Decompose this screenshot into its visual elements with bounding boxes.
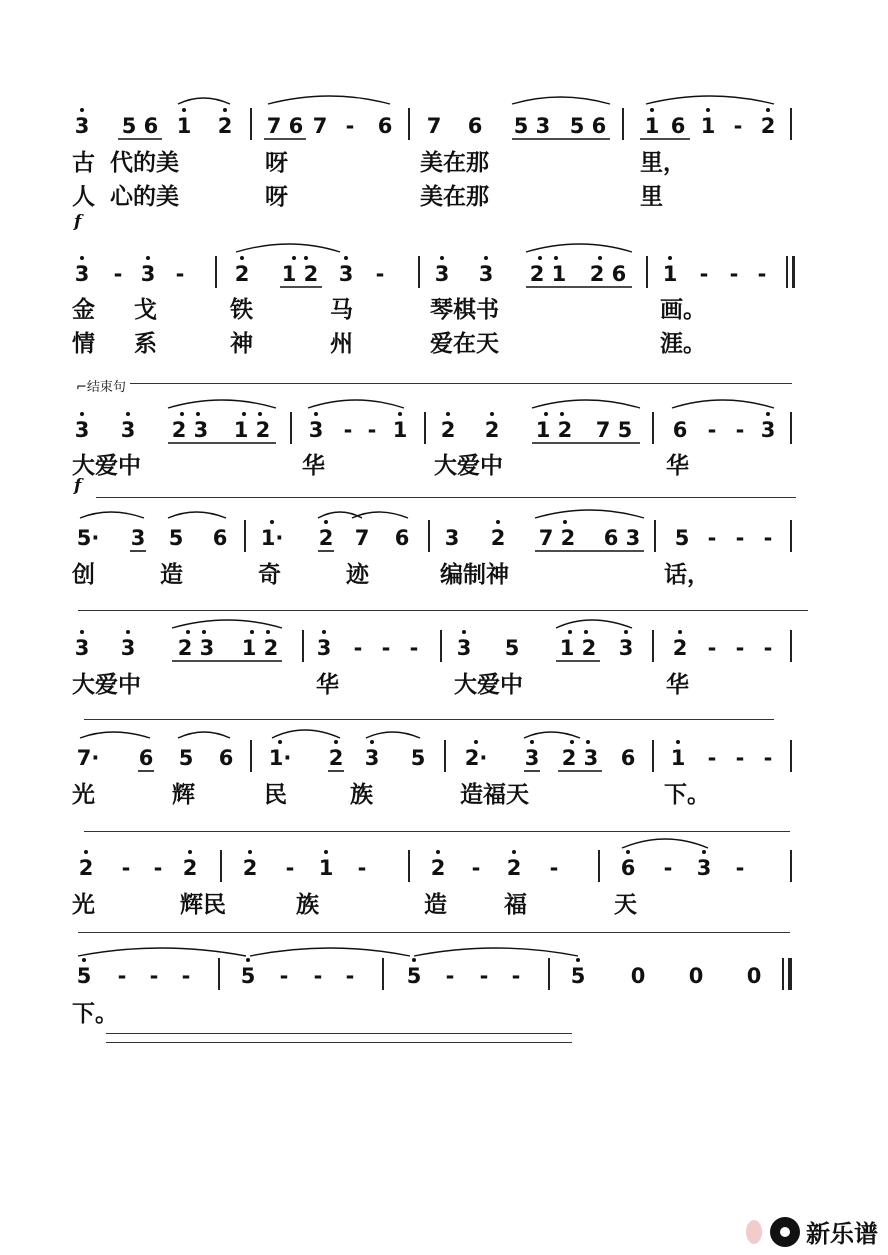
lyric: 华 xyxy=(666,672,689,698)
note: - xyxy=(707,526,717,550)
note: 2 xyxy=(217,114,233,138)
note: 6 xyxy=(394,526,410,550)
note: - xyxy=(149,964,159,988)
note: - xyxy=(357,856,367,880)
lyric: 迹 xyxy=(346,562,369,588)
lyric: 奇 xyxy=(258,562,281,588)
note: 5 xyxy=(76,964,92,988)
note: 3 xyxy=(478,262,494,286)
note: 1· xyxy=(260,526,284,550)
lyric: 辉民 xyxy=(180,892,226,918)
lyric: 情 xyxy=(72,331,95,357)
note: 3 xyxy=(456,636,472,660)
note: 0 xyxy=(630,964,646,988)
note: 6 xyxy=(672,418,688,442)
note: - xyxy=(279,964,289,988)
note: 1 2 xyxy=(241,636,279,660)
note: - xyxy=(409,636,419,660)
note: - xyxy=(735,526,745,550)
lyric: 民 xyxy=(264,782,287,808)
lyric: 涯。 xyxy=(660,331,706,357)
note: - xyxy=(735,636,745,660)
note: 1 xyxy=(392,418,408,442)
note: 2 3 xyxy=(171,418,209,442)
lyric: 华 xyxy=(316,672,339,698)
note: 3 xyxy=(760,418,776,442)
note: 3 xyxy=(444,526,460,550)
lyric: 代的美 xyxy=(110,150,179,176)
note: 6 xyxy=(620,746,636,770)
note: 2 xyxy=(490,526,506,550)
note: 2 xyxy=(506,856,522,880)
lyric: 天 xyxy=(614,892,637,918)
note: 3 xyxy=(140,262,156,286)
underlines xyxy=(118,139,690,771)
octave-dots xyxy=(80,108,770,962)
note: 3 xyxy=(74,262,90,286)
note: 3 xyxy=(524,746,540,770)
note: 3 xyxy=(618,636,634,660)
note: 2 xyxy=(760,114,776,138)
note: - xyxy=(663,856,673,880)
lyric: 铁 xyxy=(230,297,253,323)
note: 2 3 xyxy=(177,636,215,660)
lyric: 造 xyxy=(160,562,183,588)
lyric: 人 xyxy=(72,184,95,210)
note: 3 xyxy=(130,526,146,550)
note: - xyxy=(763,746,773,770)
lyric: 光 xyxy=(72,782,95,808)
note: 2 1 xyxy=(529,262,567,286)
note: - xyxy=(707,418,717,442)
note: 3 xyxy=(338,262,354,286)
lyric: 系 xyxy=(134,331,157,357)
lyric: 华 xyxy=(302,453,325,479)
note: 6 3 xyxy=(603,526,641,550)
note: 2· xyxy=(464,746,488,770)
lyric: 马 xyxy=(330,297,353,323)
note: 5· xyxy=(76,526,100,550)
lyric: 创 xyxy=(72,562,95,588)
lyric: 金 xyxy=(72,297,95,323)
lyric: 福 xyxy=(504,892,527,918)
note: 5 xyxy=(410,746,426,770)
note: - xyxy=(757,262,767,286)
note: - xyxy=(285,856,295,880)
note: 1 xyxy=(670,746,686,770)
note: 2 xyxy=(328,746,344,770)
note: 1 xyxy=(318,856,334,880)
lyric: 族 xyxy=(350,782,373,808)
note: 6 xyxy=(377,114,393,138)
note: 5 xyxy=(406,964,422,988)
lyric: 古 xyxy=(72,150,95,176)
lyric: 大爱中 xyxy=(434,453,503,479)
note: 5 3 xyxy=(513,114,551,138)
note: - xyxy=(735,418,745,442)
lyric: 大爱中 xyxy=(72,672,141,698)
note: - xyxy=(763,636,773,660)
note: 3 xyxy=(74,636,90,660)
note: 3 xyxy=(120,418,136,442)
lyric: 神 xyxy=(230,331,253,357)
note: - xyxy=(343,418,353,442)
note: - xyxy=(117,964,127,988)
note: 6 xyxy=(670,114,686,138)
note: 2 xyxy=(440,418,456,442)
lyric: 光 xyxy=(72,892,95,918)
note: 2 xyxy=(318,526,334,550)
lyric: 造 xyxy=(424,892,447,918)
note: - xyxy=(381,636,391,660)
lyric: 戈 xyxy=(134,297,157,323)
note: - xyxy=(479,964,489,988)
note: 3 xyxy=(74,114,90,138)
lyric: 美在那 xyxy=(420,150,489,176)
note: - xyxy=(511,964,521,988)
note: 2 xyxy=(672,636,688,660)
note: 3 xyxy=(308,418,324,442)
note: 2 xyxy=(182,856,198,880)
lyric: 大爱中 xyxy=(454,672,523,698)
note: 3 xyxy=(316,636,332,660)
note: 2 6 xyxy=(589,262,627,286)
note: 3 xyxy=(74,418,90,442)
note: - xyxy=(707,746,717,770)
note: - xyxy=(345,964,355,988)
note: - xyxy=(763,526,773,550)
note: 6 xyxy=(467,114,483,138)
note: - xyxy=(729,262,739,286)
watermark-logo xyxy=(746,1214,878,1249)
note: 6 xyxy=(620,856,636,880)
lyric: 辉 xyxy=(172,782,195,808)
note: 7 2 xyxy=(538,526,576,550)
note: 1 xyxy=(176,114,192,138)
note: 6 xyxy=(138,746,154,770)
lyric: 下。 xyxy=(664,782,710,808)
note: 7 xyxy=(312,114,328,138)
note: 1 xyxy=(700,114,716,138)
note: 5 6 xyxy=(569,114,607,138)
note: - xyxy=(113,262,123,286)
note: 2 xyxy=(430,856,446,880)
note: 5 xyxy=(570,964,586,988)
note: - xyxy=(175,262,185,286)
note: - xyxy=(549,856,559,880)
note: 5 6 xyxy=(121,114,159,138)
note: - xyxy=(353,636,363,660)
note: 3 xyxy=(434,262,450,286)
note: - xyxy=(445,964,455,988)
note: 3 xyxy=(120,636,136,660)
note: - xyxy=(313,964,323,988)
note: - xyxy=(699,262,709,286)
note: 5 xyxy=(674,526,690,550)
lyric: 州 xyxy=(330,331,353,357)
lyric: 造福天 xyxy=(460,782,529,808)
note: 7· xyxy=(76,746,100,770)
dynamic-mark: f xyxy=(74,476,82,496)
lyric: 编制神 xyxy=(440,562,509,588)
note: - xyxy=(733,114,743,138)
note: 3 xyxy=(696,856,712,880)
lyric: 话， xyxy=(664,562,710,588)
lyric: 里， xyxy=(640,150,686,176)
lyric: 大爱中 xyxy=(72,453,141,479)
lyric: 心的美 xyxy=(110,184,179,210)
lyric: 呀 xyxy=(265,150,288,176)
note: 1 xyxy=(662,262,678,286)
lyric: 族 xyxy=(296,892,319,918)
lyric: 华 xyxy=(666,453,689,479)
slurs xyxy=(78,96,774,956)
lyric: 下。 xyxy=(72,1001,118,1027)
note: - xyxy=(121,856,131,880)
note: 2 xyxy=(234,262,250,286)
note: 5 xyxy=(178,746,194,770)
note: - xyxy=(375,262,385,286)
note: 3 xyxy=(364,746,380,770)
lyric: 爱在天 xyxy=(430,331,499,357)
lyric: 画。 xyxy=(660,297,706,323)
note: 2 xyxy=(78,856,94,880)
note: - xyxy=(181,964,191,988)
note: 7 xyxy=(426,114,442,138)
note: - xyxy=(735,856,745,880)
note: 1 2 xyxy=(281,262,319,286)
note: 1 2 xyxy=(233,418,271,442)
note: - xyxy=(345,114,355,138)
lyric: 呀 xyxy=(265,184,288,210)
note: 1 2 xyxy=(559,636,597,660)
note: 5 xyxy=(504,636,520,660)
lyric: 美在那 xyxy=(420,184,489,210)
note: 0 xyxy=(746,964,762,988)
note: 1 2 xyxy=(535,418,573,442)
note: 1· xyxy=(268,746,292,770)
note: 1 xyxy=(644,114,660,138)
note: 6 xyxy=(212,526,228,550)
brand-name: 新乐谱 xyxy=(806,1220,878,1248)
note: - xyxy=(707,636,717,660)
note: 2 xyxy=(242,856,258,880)
dynamic-mark: f xyxy=(74,212,82,232)
note: 5 xyxy=(240,964,256,988)
logo-accent-icon xyxy=(746,1220,762,1244)
record-disc-icon xyxy=(770,1217,800,1247)
lyric: 里 xyxy=(640,184,663,210)
note: - xyxy=(735,746,745,770)
note: - xyxy=(153,856,163,880)
note: - xyxy=(471,856,481,880)
note: - xyxy=(367,418,377,442)
note: 2 xyxy=(484,418,500,442)
note: 6 xyxy=(218,746,234,770)
note: 0 xyxy=(688,964,704,988)
note: 2 3 xyxy=(561,746,599,770)
section-label: ⌐结束句 xyxy=(76,380,126,395)
note: 7 6 xyxy=(266,114,304,138)
note: 7 5 xyxy=(595,418,633,442)
note: 7 xyxy=(354,526,370,550)
note: 5 xyxy=(168,526,184,550)
lyric: 琴棋书 xyxy=(430,297,499,323)
